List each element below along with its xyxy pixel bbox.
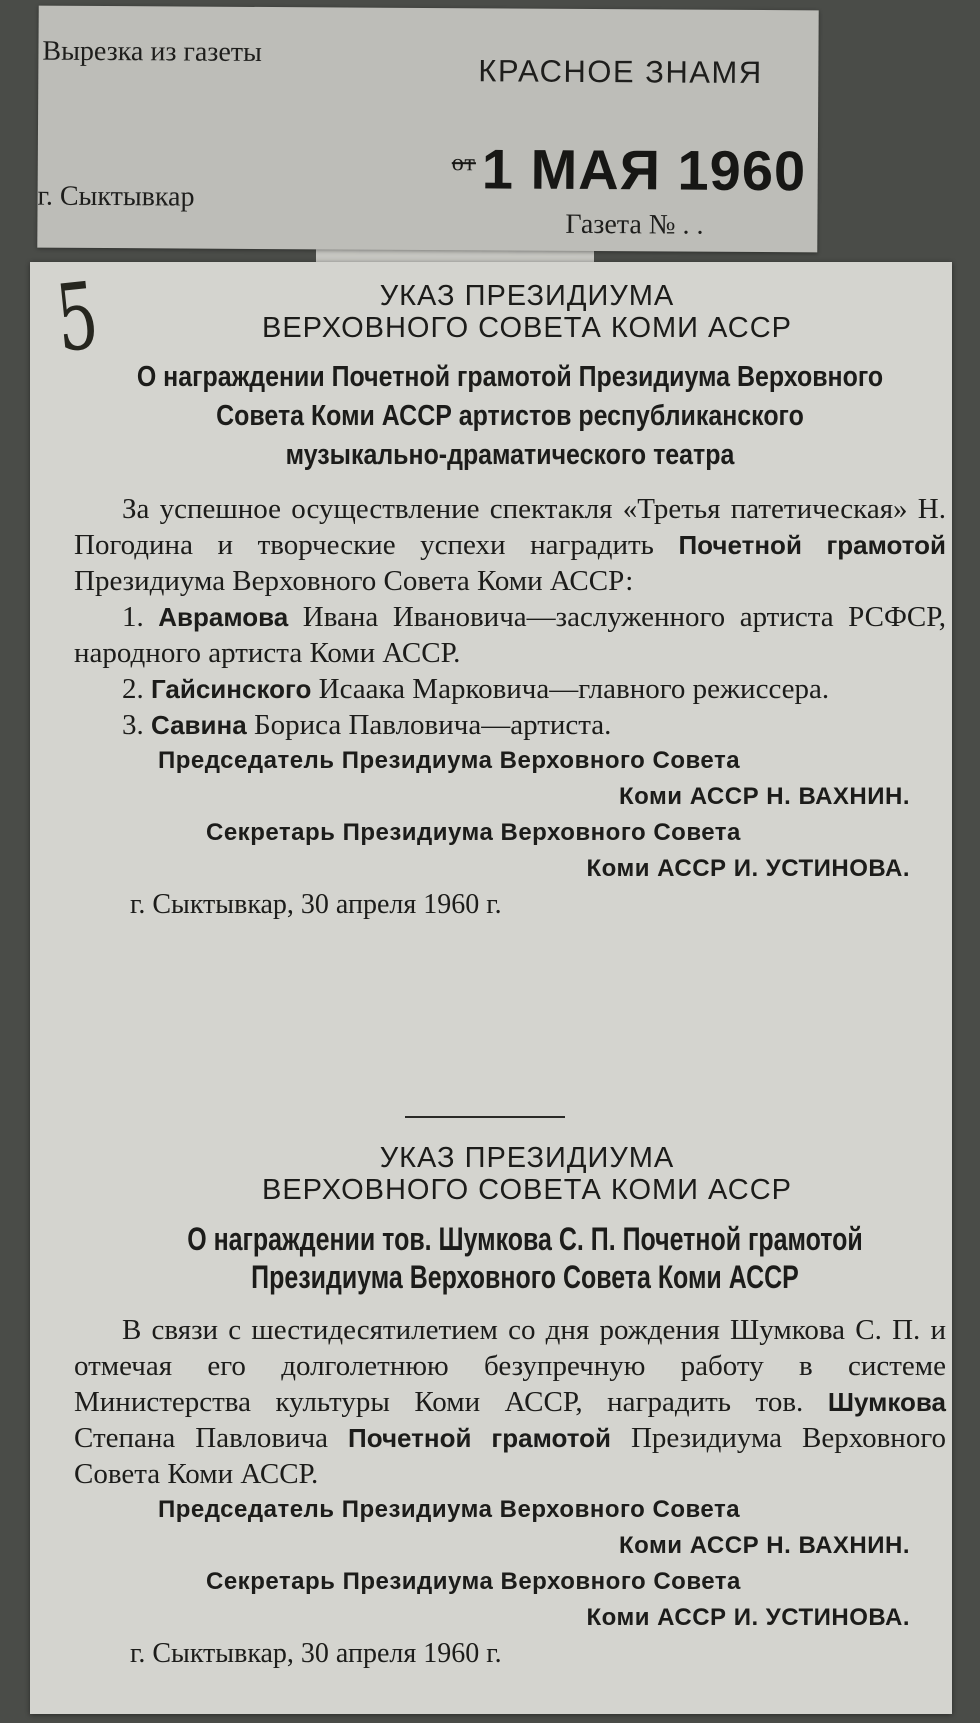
- award-item-surname: Гайсинского: [151, 674, 312, 704]
- separator-rule: [405, 1116, 565, 1118]
- award-item-2: [74, 671, 946, 707]
- date-prefix: от: [451, 150, 477, 177]
- chair-title: Председатель Президиума Верховного Совета: [158, 1496, 741, 1523]
- award-item-3: [74, 707, 946, 743]
- decree-2-text-2: Степана Павловича: [74, 1422, 349, 1454]
- decree-1-title: О награждении Почетной грамотой Президиума Верховного Совета Коми АССР артистов республиканского музыкально-драматического театра: [136, 361, 884, 471]
- decree-1-intro-text-2: Президиума Верховного Совета Коми АССР:: [74, 565, 634, 597]
- city-label: г. Сыктывкар: [37, 180, 195, 213]
- decree-1-header-2: ВЕРХОВНОГО СОВЕТА КОМИ АССР: [261, 312, 792, 344]
- decree-2-header-2: ВЕРХОВНОГО СОВЕТА КОМИ АССР: [261, 1174, 792, 1206]
- decree-2-text-bold-2: Почетной грамотой: [348, 1423, 611, 1453]
- decree-2-text-1: В связи с шестидесятилетием со дня рождения Шумкова С. П. и отмечая его долголетнюю безупречную работу в системе Министерства культуры Коми АССР, наградить тов.: [74, 1314, 946, 1418]
- decree-2-header-1: УКАЗ ПРЕЗИДИУМА: [379, 1142, 675, 1174]
- award-item-1: [74, 599, 946, 671]
- decree-1-body: [74, 491, 946, 743]
- chair-name: Коми АССР Н. ВАХНИН.: [619, 783, 910, 810]
- decree-2-text: [74, 1312, 946, 1492]
- decree-1-signatures: [74, 743, 946, 887]
- decree-2-text-bold-1: Шумкова: [827, 1387, 946, 1417]
- secretary-title: Секретарь Президиума Верховного Совета: [206, 1568, 741, 1595]
- decree-2-body: [74, 1312, 946, 1492]
- decree-1-intro-text-1: За успешное осуществление спектакля «Третья патетическая» Н. Погодина и творческие успехи наградить: [74, 493, 946, 561]
- date-stamp-text: 1 МАЯ 1960: [481, 137, 807, 203]
- award-item-text: Ивана Ивановича—заслуженного артиста РСФСР, народного артиста Коми АССР.: [74, 601, 947, 669]
- award-item-number: 3.: [122, 709, 151, 741]
- secretary-name: Коми АССР И. УСТИНОВА.: [586, 855, 910, 882]
- award-item-number: 2.: [122, 673, 151, 705]
- newspaper-name: КРАСНОЕ ЗНАМЯ: [478, 53, 763, 91]
- decree-1-place-date: г. Сыктывкар, 30 апреля 1960 г.: [130, 889, 502, 920]
- decree-1: [74, 280, 946, 923]
- secretary-name: Коми АССР И. УСТИНОВА.: [586, 1604, 910, 1631]
- date-stamp: [452, 136, 807, 203]
- decree-2-text-3: Президиума Верховного Совета Коми АССР.: [74, 1422, 947, 1490]
- decree-2: [74, 1142, 946, 1672]
- award-item-text: Исаака Марковича—главного режиссера.: [311, 673, 830, 705]
- decree-1-intro: [74, 491, 946, 599]
- label-slip: [37, 6, 818, 253]
- cut-label: Вырезка из газеты: [42, 35, 262, 68]
- decree-2-signatures: [74, 1492, 946, 1636]
- chair-name: Коми АССР Н. ВАХНИН.: [619, 1532, 910, 1559]
- decree-2-title: О награждении тов. Шумкова С. П. Почетной грамотой Президиума Верховного Совета Коми АССР: [187, 1221, 863, 1295]
- chair-title: Председатель Президиума Верховного Совета: [158, 747, 741, 774]
- handwritten-number: 5: [51, 262, 104, 373]
- decree-2-place-date: г. Сыктывкар, 30 апреля 1960 г.: [130, 1638, 502, 1669]
- award-item-text: Бориса Павловича—артиста.: [246, 709, 612, 741]
- issue-label: Газета № . .: [565, 208, 704, 241]
- secretary-title: Секретарь Президиума Верховного Совета: [206, 819, 741, 846]
- newspaper-clipping: [30, 262, 952, 1714]
- award-item-surname: Савина: [151, 710, 247, 740]
- award-item-surname: Аврамова: [158, 602, 289, 632]
- award-item-number: 1.: [122, 601, 159, 633]
- decree-1-header-1: УКАЗ ПРЕЗИДИУМА: [379, 280, 675, 312]
- decree-1-intro-bold: Почетной грамотой: [678, 530, 947, 560]
